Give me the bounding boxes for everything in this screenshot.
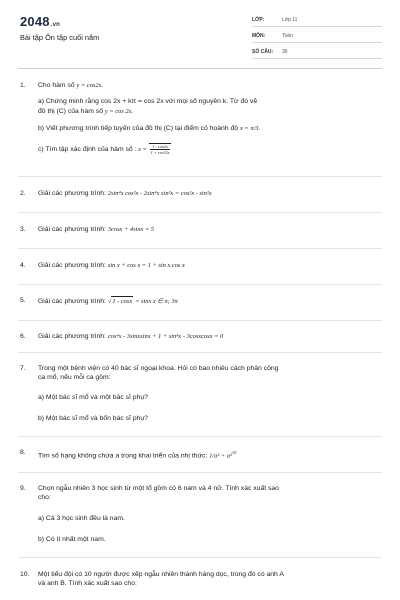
meta-key: LỚP: [252, 16, 265, 23]
question-1-part-b [38, 124, 382, 134]
meta-value: Lớp 11 [282, 16, 298, 23]
question-formula: y = cos2x. [76, 82, 104, 89]
question-text: Chọn ngẫu nhiên 3 học sinh từ một tổ gồm có 6 nam và 4 nữ. Tính xác xuất sao [38, 485, 279, 492]
part-text: c) Tìm tập xác định của hàm số : [38, 145, 137, 153]
question-text: Giải các phương trình: [38, 262, 106, 269]
question-text: Giải các phương trình: [38, 297, 106, 305]
document-title: Bài tập Ôn tập cuối năm [20, 33, 100, 42]
question-text: Một tiểu đội có 10 người được xếp ngẫu nhiên thành hàng dọc, trong đó có anh A [38, 571, 284, 578]
question-formula: = sinx x ∈ π; 3π [135, 297, 178, 305]
site-logo[interactable] [20, 14, 60, 29]
question-separator [18, 472, 382, 473]
question-separator [18, 284, 382, 285]
question-8 [20, 448, 382, 460]
page-header [0, 0, 400, 64]
part-formula: z = [138, 145, 147, 153]
logo-text: 2048 [20, 14, 50, 29]
question-text: Giải các phương trình: [38, 333, 106, 340]
fraction-numerator: 1 - cos2x [150, 144, 171, 150]
meta-row-class [252, 13, 382, 27]
question-number: 5. [20, 297, 26, 304]
question-number: 3. [20, 226, 26, 233]
question-text: Trong một bệnh viện có 40 bác sĩ ngoại khoa. Hỏi có bao nhiêu cách phân công [38, 365, 279, 372]
question-text: Tìm số hạng không chứa a trong khai triển của nhị thức: [38, 452, 208, 460]
question-formula: 1/a² + a² [209, 452, 232, 460]
question-7-part-a: a) Một bác sĩ mổ và một bác sĩ phụ? [38, 394, 148, 401]
question-separator [18, 557, 382, 558]
question-10 [20, 570, 382, 588]
question-number: 7. [20, 365, 26, 372]
question-text: cho: [38, 494, 51, 501]
part-text: đồ thị (C) của hàm số [38, 108, 103, 115]
question-separator [18, 352, 382, 353]
question-9 [20, 484, 382, 502]
part-text: a) Chứng minh rằng cos 2x + kπ = cos 2x với mọi số nguyên k. Từ đó vẽ [38, 98, 258, 105]
question-formula: cos⁴x - 3sinxsinx + 1 + sin⁴x - 3cosxcosx = 0 [107, 333, 224, 340]
question-separator [18, 248, 382, 249]
question-formula: 3cosx + 4sinx = 5 [107, 226, 155, 233]
fraction [150, 144, 171, 155]
question-formula: sin x + cos x = 1 + sin x.cos x [107, 262, 185, 269]
question-number: 2. [20, 190, 26, 197]
question-formula: 2sin⁴x cos²x - 2sin⁴x sin²x = cos²x - sin²x [107, 190, 212, 197]
header-divider [18, 68, 382, 69]
question-text: Giải các phương trình: [38, 226, 106, 233]
meta-row-count [252, 45, 382, 59]
question-1 [20, 81, 382, 90]
question-text: ca mổ, nếu mỗi ca gồm: [38, 374, 111, 381]
question-number: 10. [20, 571, 30, 578]
question-separator [18, 176, 382, 177]
question-7-part-b: b) Một bác sĩ mổ và bốn bác sĩ phụ? [38, 415, 148, 422]
part-formula: x = π/3. [239, 125, 261, 132]
question-number: 8. [20, 449, 26, 456]
meta-key: MÔN: [252, 32, 266, 39]
question-3 [20, 225, 382, 234]
question-6 [20, 332, 382, 341]
exponent: 10 [231, 450, 237, 455]
question-text: Cho hàm số [38, 82, 75, 89]
question-text: Giải các phương trình: [38, 190, 106, 197]
sqrt-expression: 1 - cosx [112, 298, 133, 305]
question-separator [18, 320, 382, 321]
question-number: 6. [20, 333, 26, 340]
question-separator [18, 436, 382, 437]
question-4 [20, 261, 382, 270]
question-2 [20, 189, 382, 198]
meta-row-subject [252, 29, 382, 43]
question-9-part-a: a) Cả 3 học sinh đều là nam. [38, 515, 125, 522]
fraction-denominator: 1 + cos²2x [150, 150, 170, 155]
question-5: 5. Giải các phương trình: √1 - cosx = sinx x ∈ π; 3π [20, 297, 178, 305]
meta-value: Toán [282, 32, 293, 39]
question-7 [20, 364, 382, 382]
meta-key: SỐ CÂU: [252, 48, 274, 55]
question-9-part-b: b) Có ít nhất một nam. [38, 536, 106, 543]
question-1-part-a [38, 97, 382, 117]
question-text: và anh B. Tính xác xuất sao cho: [38, 580, 137, 587]
question-number: 1. [20, 82, 26, 89]
question-separator [18, 212, 382, 213]
logo-suffix: .vn [50, 22, 61, 28]
question-1-part-c [38, 143, 382, 155]
meta-table [252, 13, 382, 61]
part-text: b) Viết phương trình tiếp tuyến của đồ thị (C) tại điểm có hoành độ [38, 125, 239, 132]
part-formula: y = cos 2x. [104, 108, 133, 115]
question-number: 9. [20, 485, 26, 492]
meta-value: 36 [282, 48, 288, 55]
sqrt-symbol [149, 143, 172, 155]
question-number: 4. [20, 262, 26, 269]
